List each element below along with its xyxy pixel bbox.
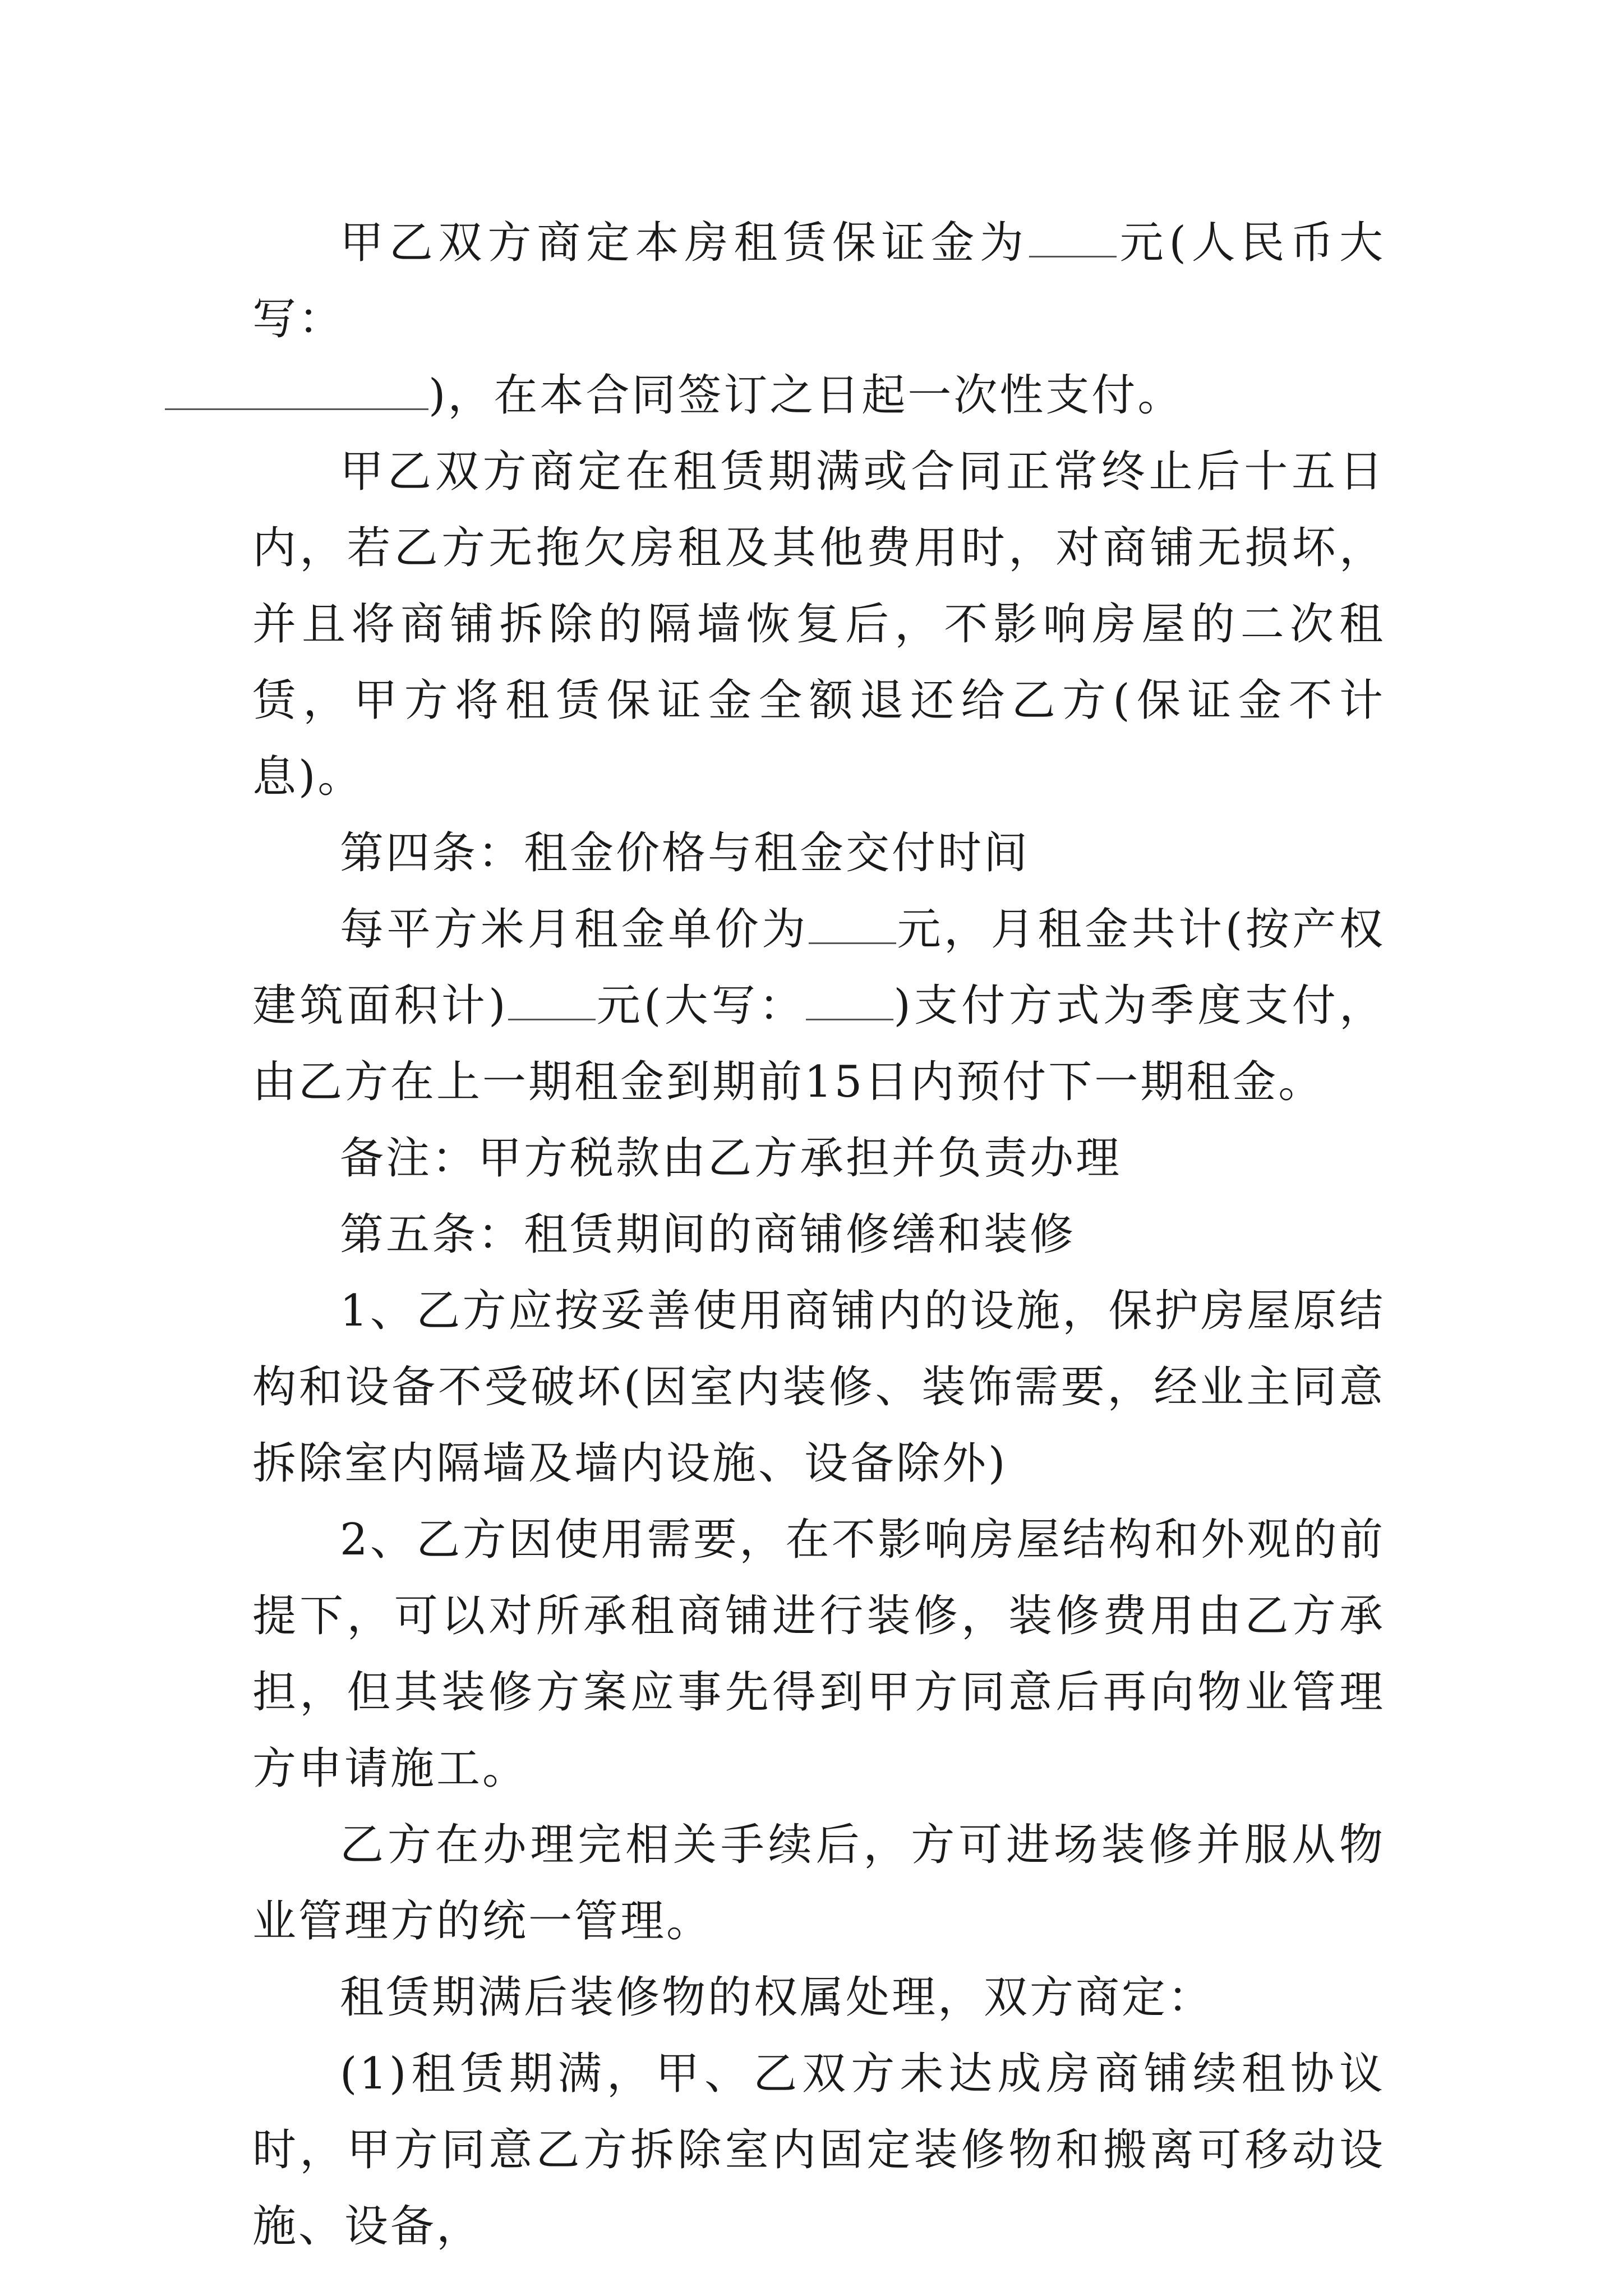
paragraph-deposit-amount	[252, 205, 1385, 434]
paragraph-rent-price	[252, 891, 1385, 1120]
paragraph-text: )，在本合同签订之日起一次性支付。	[428, 370, 1184, 421]
paragraph-item-2: 2、乙方因使用需要，在不影响房屋结构和外观的前提下，可以对所承租商铺进行装修，装修费用由乙方承担，但其装修方案应事先得到甲方同意后再向物业管理方申请施工。	[252, 1515, 1385, 1794]
paragraph-text: 元，月租金共计(按产权建筑面积计)	[252, 904, 1385, 1031]
fill-in-blank	[508, 977, 596, 1020]
paragraph-deposit-refund: 甲乙双方商定在租赁期满或合同正常终止后十五日内，若乙方无拖欠房租及其他费用时，对商铺无损坏，并且将商铺拆除的隔墙恢复后，不影响房屋的二次租赁，甲方将租赁保证金全额退还给乙方(保证金不计息)。	[252, 447, 1385, 802]
paragraph-text: 元(大写：	[595, 981, 806, 1031]
paragraph-text: 元(人民币大写：	[252, 218, 1385, 344]
paragraph-subitem-1: (1)租赁期满，甲、乙双方未达成房商铺续租协议时，甲方同意乙方拆除室内固定装修物和搬离可移动设施、设备，	[252, 2049, 1385, 2252]
paragraph-item-1: 1、乙方应按妥善使用商铺内的设施，保护房屋原结构和设备不受破坏(因室内装修、装饰需要，经业主同意拆除室内隔墙及墙内设施、设备除外)	[252, 1286, 1385, 1489]
fill-in-blank	[806, 977, 893, 1020]
fill-in-blank	[165, 367, 428, 410]
paragraph-text: )支付方式为季度支付，由乙方在上一期租金到期前15日内预付下一期租金。	[252, 981, 1386, 1107]
paragraph-renovation-procedure: 乙方在办理完相关手续后，方可进场装修并服从物业管理方的统一管理。	[252, 1820, 1385, 1947]
paragraph-text: 每平方米月租金单价为	[340, 904, 809, 955]
paragraph-ownership-heading: 租赁期满后装修物的权属处理，双方商定：	[340, 1972, 1214, 2023]
fill-in-blank	[1029, 214, 1117, 257]
document-body	[252, 205, 1385, 2265]
paragraph-text: 甲乙双方商定本房租赁保证金为	[340, 218, 1029, 268]
article-4-heading: 第四条：租金价格与租金交付时间	[340, 828, 1030, 878]
article-5-heading: 第五条：租赁期间的商铺修缮和装修	[340, 1209, 1076, 1260]
fill-in-blank	[809, 901, 896, 944]
paragraph-remark: 备注：甲方税款由乙方承担并负责办理	[340, 1133, 1122, 1184]
